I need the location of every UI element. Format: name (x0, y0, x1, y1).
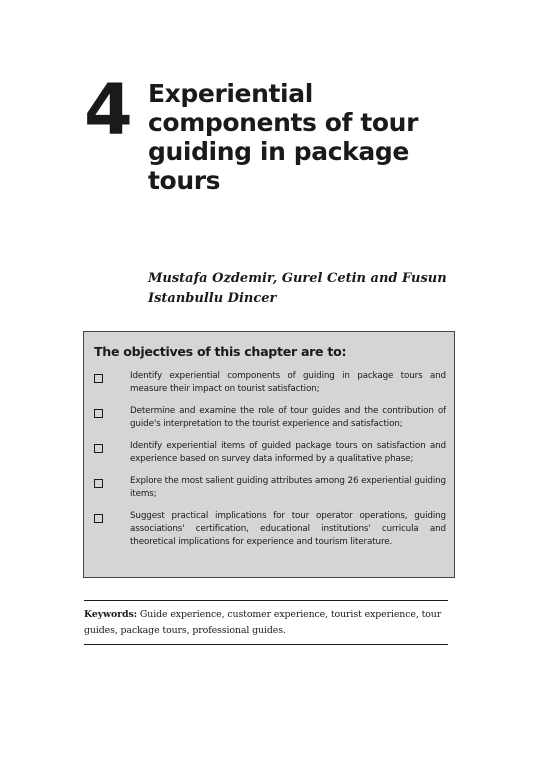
checkbox-icon (94, 514, 103, 523)
objective-item (92, 475, 446, 501)
objective-item (92, 405, 446, 431)
keywords-label: Keywords: (84, 609, 138, 620)
objective-text: Determine and examine the role of tour guides and the contribution of guide's interpretation to the tourist experience and satisfaction; (130, 406, 446, 429)
checkbox-icon (94, 444, 103, 453)
objectives-heading: The objectives of this chapter are to: (94, 344, 347, 359)
objective-text: Suggest practical implications for tour operator operations, guiding associations' certification, educational institutions' curricula and theoretical implications for experience and tourism literature. (130, 511, 446, 547)
objective-item (92, 510, 446, 549)
objectives-box (83, 331, 455, 578)
objective-text: Explore the most salient guiding attributes among 26 experiential guiding items; (130, 476, 446, 499)
checkbox-icon (94, 409, 103, 418)
objective-item (92, 370, 446, 396)
chapter-title: Experiential components of tour guiding in package tours (148, 79, 419, 195)
objective-item (92, 440, 446, 466)
authors: Mustafa Ozdemir, Gurel Cetin and Fusun Istanbullu Dincer (148, 271, 447, 306)
objective-text: Identify experiential items of guided package tours on satisfaction and experience based on survey data informed by a qualitative phase; (130, 441, 446, 464)
objective-text: Identify experiential components of guiding in package tours and measure their impact on tourist satisfaction; (130, 371, 446, 394)
checkbox-icon (94, 374, 103, 383)
keywords-text: Guide experience, customer experience, tourist experience, tour guides, package tours, professional guides. (84, 609, 442, 636)
keywords-block (84, 600, 448, 645)
checkbox-icon (94, 479, 103, 488)
chapter-number: 4 (84, 69, 131, 151)
